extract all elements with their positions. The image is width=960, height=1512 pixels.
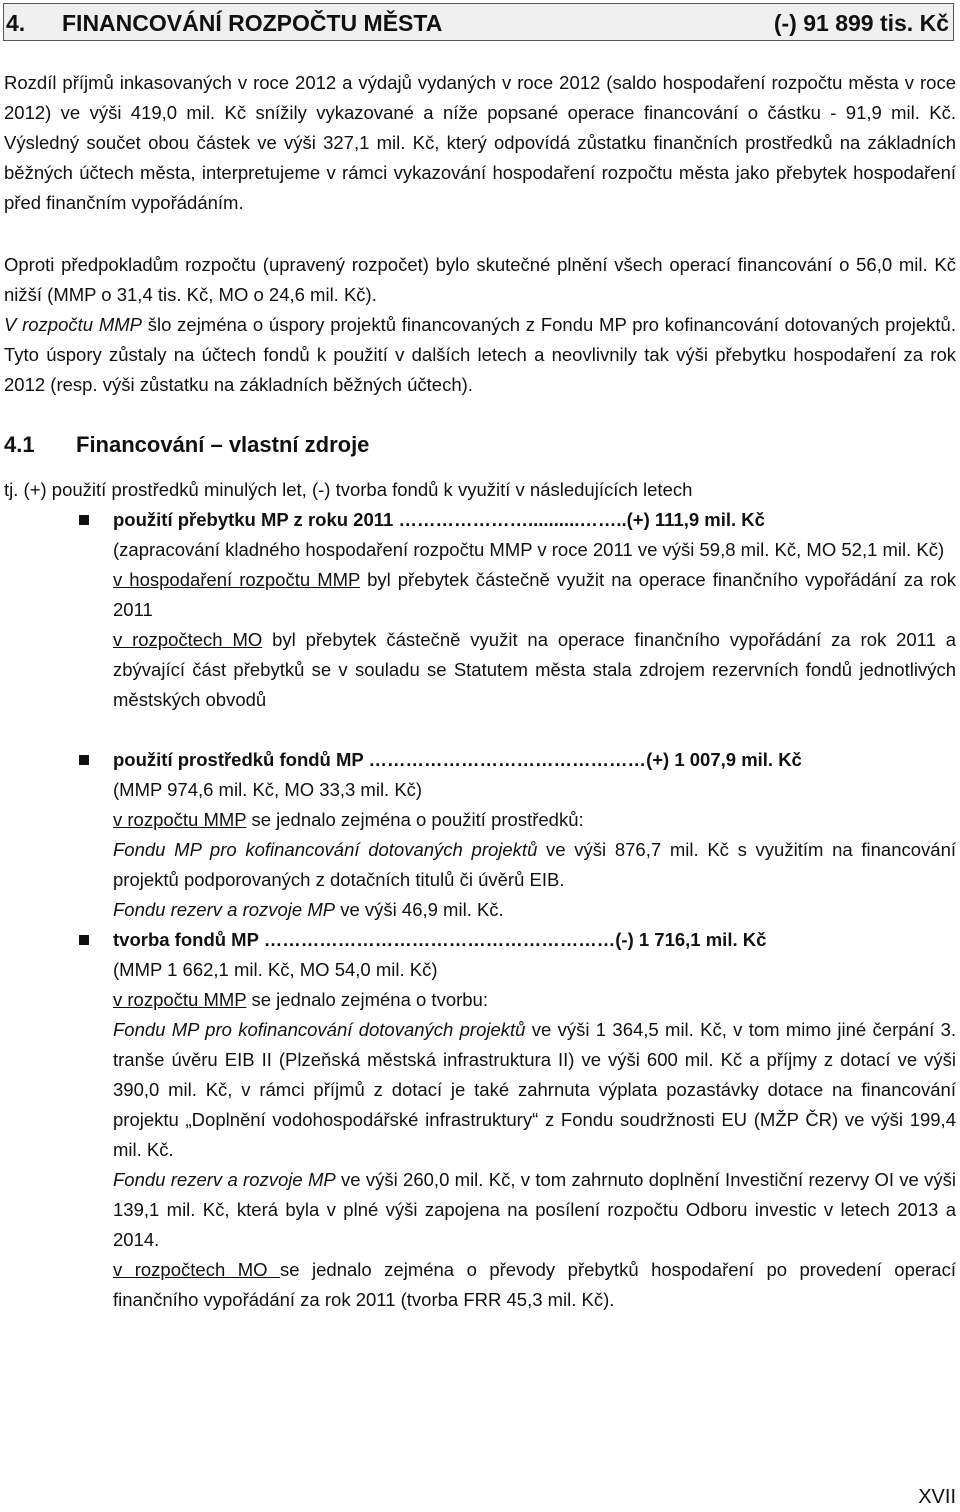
- item-title: použití přebytku MP z roku 2011: [113, 509, 394, 530]
- underlined-lead: v rozpočtu MMP: [113, 989, 247, 1010]
- chapter-title: FINANCOVÁNÍ ROZPOČTU MĚSTA: [62, 10, 443, 36]
- fund-name: Fondu MP pro kofinancování dotovaných projektů: [113, 839, 538, 860]
- paragraph-text: byl přebytek částečně využit na operace finančního vypořádání za rok 2011: [113, 569, 956, 620]
- mmp-savings-paragraph: [4, 310, 956, 400]
- item-title-line: [113, 925, 956, 955]
- item-amount: (+) 111,9 mil. Kč: [626, 509, 765, 530]
- bullet-square: [79, 515, 89, 525]
- bullet-square: [79, 935, 89, 945]
- item-title-line: [113, 505, 956, 535]
- item-leader: …………………..........……..: [393, 509, 627, 530]
- item-paragraph: [113, 625, 956, 715]
- paragraph-text: se jednalo zejména o převody přebytků hospodaření po provedení operací finančního vypořádání za rok 2011 (tvorba FRR 45,3 mil. Kč).: [113, 1259, 956, 1310]
- fund-name: Fondu rezerv a rozvoje MP: [113, 1169, 336, 1190]
- budget-comparison-paragraph: Oproti předpokladům rozpočtu (upravený rozpočet) bylo skutečné plnění všech operací financování o 56,0 mil. Kč nižší (MMP o 31,4 tis. Kč, MO o 24,6 mil. Kč).: [4, 254, 956, 305]
- underlined-lead: v rozpočtu MMP: [113, 809, 247, 830]
- item-paragraph: [113, 565, 956, 625]
- item-leader: ………………………………………: [363, 749, 647, 770]
- paragraph-text: byl přebytek částečně využit na operace finančního vypořádání za rok 2011 a zbývající část přebytků se v souladu se Statutem města stala zdrojem rezervních fondů jednotlivých městských obvodů: [113, 629, 957, 710]
- fund-paragraph: [113, 1165, 956, 1255]
- underlined-lead: v rozpočtech MO: [113, 629, 263, 650]
- item-note: (MMP 974,6 mil. Kč, MO 33,3 mil. Kč): [113, 779, 423, 800]
- item-surplus-2011: [113, 505, 956, 715]
- fund-name: Fondu rezerv a rozvoje MP: [113, 899, 336, 920]
- item-title: tvorba fondů MP: [113, 929, 259, 950]
- fund-paragraph: [113, 835, 956, 895]
- mmp-italic-lead: V rozpočtu MMP: [4, 314, 142, 335]
- fund-text: ve výši 876,7 mil. Kč s využitím na financování projektů podporovaných z dotačních titulů či úvěrů EIB.: [113, 839, 956, 890]
- item-paragraph: [113, 985, 956, 1015]
- fund-text: ve výši 260,0 mil. Kč, v tom zahrnuto doplnění Investiční rezervy OI ve výši 139,1 mil. Kč, která byla v plné výši zapojena na posílení rozpočtu Odboru investic v letech 2013 a 2014.: [113, 1169, 956, 1250]
- underlined-lead: v rozpočtech MO: [113, 1259, 280, 1280]
- item-amount: (+) 1 007,9 mil. Kč: [646, 749, 802, 770]
- fund-name: Fondu MP pro kofinancování dotovaných projektů: [113, 1019, 526, 1040]
- item-fund-usage: [113, 745, 956, 925]
- page-number: XVII: [918, 1486, 956, 1508]
- item-title: použití prostředků fondů MP: [113, 749, 364, 770]
- subsection-number: 4.1: [4, 432, 35, 457]
- fund-paragraph: [113, 1015, 956, 1165]
- item-note: (zapracování kladného hospodaření rozpočtu MMP v roce 2011 ve výši 59,8 mil. Kč, MO 52,1 mil. Kč): [113, 539, 945, 560]
- bullet-square: [79, 755, 89, 765]
- underlined-lead: v hospodaření rozpočtu MMP: [113, 569, 361, 590]
- chapter-heading: [3, 3, 954, 41]
- fund-text: ve výši 1 364,5 mil. Kč, v tom mimo jiné čerpání 3. tranše úvěru EIB II (Plzeňská městská infrastruktura II) ve výši 600 mil. Kč a příjmy z dotací ve výši 390,0 mil. Kč, v rámci příjmů z dotací je také zahrnuta výplata pozastávky dotace na financování projektu „Doplnění vodohospodářské infrastruktury“ z Fondu soudržnosti EU (MŽP ČR) ve výši 199,4 mil. Kč.: [113, 1019, 956, 1160]
- fund-text: ve výši 46,9 mil. Kč.: [335, 899, 504, 920]
- item-leader: …………………………………………………: [258, 929, 616, 950]
- subsection-heading: [4, 430, 370, 460]
- mmp-savings-text: šlo zejména o úspory projektů financovaných z Fondu MP pro kofinancování dotovaných projektů. Tyto úspory zůstaly na účtech fondů k použití v dalších letech a neovlivnily tak výši přebytku hospodaření za rok 2012 (resp. výši zůstatku na základních běžných účtech).: [4, 314, 956, 395]
- item-title-line: [113, 745, 956, 775]
- fund-paragraph: [113, 895, 956, 925]
- item-amount: (-) 1 716,1 mil. Kč: [615, 929, 767, 950]
- item-paragraph: [113, 1255, 956, 1315]
- item-fund-creation: [113, 925, 956, 1315]
- paragraph-text: se jednalo zejména o tvorbu:: [246, 989, 488, 1010]
- subsection-title: Financování – vlastní zdroje: [76, 432, 370, 457]
- paragraph-text: se jednalo zejména o použití prostředků:: [246, 809, 584, 830]
- legend-line: tj. (+) použití prostředků minulých let, (-) tvorba fondů k využití v následujících letech: [4, 479, 693, 500]
- intro-paragraph: Rozdíl příjmů inkasovaných v roce 2012 a výdajů vydaných v roce 2012 (saldo hospodaření rozpočtu města v roce 2012) ve výši 419,0 mil. Kč snížily vykazované a níže popsané operace financování o částku - 91,9 mil. Kč. Výsledný součet obou částek ve výši 327,1 mil. Kč, který odpovídá zůstatku finančních prostředků na základních běžných účtech města, interpretujeme v rámci vykazování hospodaření rozpočtu města jako přebytek hospodaření před finančním vypořádáním.: [4, 72, 956, 213]
- item-paragraph: [113, 805, 956, 835]
- item-note: (MMP 1 662,1 mil. Kč, MO 54,0 mil. Kč): [113, 959, 438, 980]
- chapter-amount: (-) 91 899 tis. Kč: [773, 10, 949, 36]
- chapter-number: 4.: [6, 10, 26, 36]
